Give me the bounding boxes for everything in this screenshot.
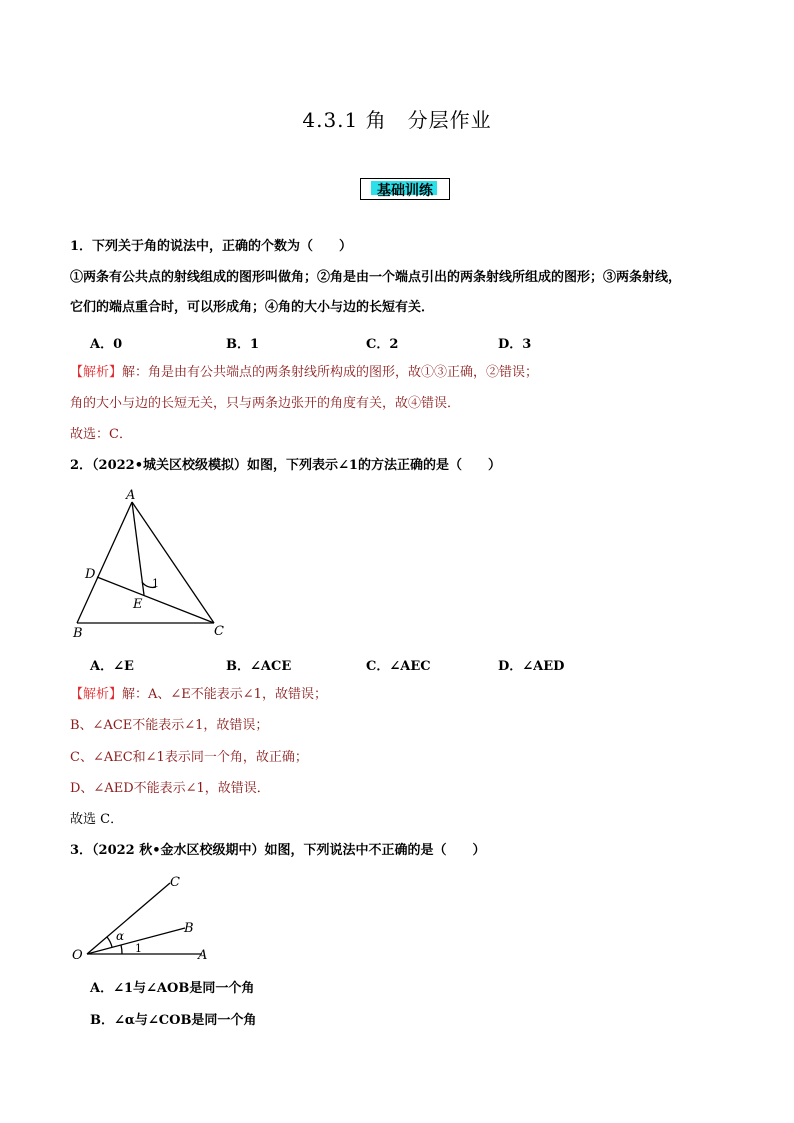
q3-label-a: A: [198, 948, 208, 963]
q1-answer: 故选：C．: [70, 427, 132, 442]
page-title: 4.3.1 角 分层作业: [302, 108, 492, 132]
q2-analysis-line4: D、∠AED不能表示∠1，故错误．: [70, 781, 270, 796]
q2-label-c: C: [214, 624, 224, 639]
q3-option-b: B．∠α与∠COB是同一个角: [90, 1013, 257, 1028]
q1-option-a: A．0: [90, 337, 123, 352]
q2-triangle-figure: [60, 484, 240, 644]
q2-option-b: B．∠ACE: [226, 659, 292, 674]
q3-label-b: B: [184, 921, 194, 936]
q1-option-d: D．3: [498, 337, 532, 352]
q1-statement-line2: 它们的端点重合时，可以形成角；④角的大小与边的长短有关．: [70, 300, 435, 315]
q3-stem: 3．（2022 秋•金水区校级期中）如图，下列说法中不正确的是（ ）: [70, 843, 486, 858]
q1-option-b: B．1: [226, 337, 260, 352]
q2-analysis-line3: C、∠AEC和∠1表示同一个角，故正确；: [70, 750, 308, 765]
q3-label-o: O: [72, 948, 83, 963]
q2-label-e: E: [133, 597, 143, 612]
q1-analysis-text1: 解：角是由有公共端点的两条射线所构成的图形，故①③正确，②错误；: [122, 365, 539, 380]
q2-analysis-text1: 解：A、∠E不能表示∠1，故错误；: [122, 687, 327, 702]
q3-arc-1: [121, 945, 122, 954]
q2-side-ab: [77, 502, 132, 623]
q1-analysis-tag: 【解析】: [70, 365, 123, 380]
q3-label-angle-1: 1: [135, 942, 142, 955]
q1-stem: 1．下列关于角的说法中，正确的个数为（ ）: [70, 239, 353, 254]
q3-angle-figure: [60, 866, 240, 966]
q2-option-a: A．∠E: [90, 659, 134, 674]
q2-answer: 故选 C．: [70, 812, 124, 827]
section-label: 基础训练: [377, 183, 433, 199]
section-header: [360, 178, 450, 200]
q2-label-b: B: [73, 626, 83, 641]
q2-label-a: A: [126, 488, 136, 503]
q1-option-c: C．2: [366, 337, 399, 352]
q2-side-ac: [132, 502, 214, 623]
q3-label-alpha: α: [116, 929, 125, 943]
q2-stem: 2．（2022•城关区校级模拟）如图，下列表示∠1的方法正确的是（ ）: [70, 458, 501, 473]
q2-option-d: D．∠AED: [498, 659, 565, 674]
q1-analysis-line1: [70, 364, 538, 382]
q2-analysis-line2: B、∠ACE不能表示∠1，故错误；: [70, 718, 269, 733]
q3-arc-alpha: [107, 937, 112, 947]
q1-statement-line1: ①两条有公共点的射线组成的图形叫做角；②角是由一个端点引出的两条射线所组成的图形；③两条射线，: [70, 270, 682, 285]
q2-label-d: D: [85, 567, 96, 582]
q2-option-c: C．∠AEC: [366, 659, 431, 674]
q2-analysis-tag: 【解析】: [70, 687, 123, 702]
q3-label-c: C: [170, 875, 180, 890]
q3-option-a: A．∠1与∠AOB是同一个角: [90, 981, 255, 996]
q2-analysis-line1: [70, 686, 327, 704]
q1-analysis-line2: 角的大小与边的长短无关，只与两条边张开的角度有关，故④错误．: [70, 396, 461, 411]
q2-label-angle-1: 1: [152, 577, 159, 590]
